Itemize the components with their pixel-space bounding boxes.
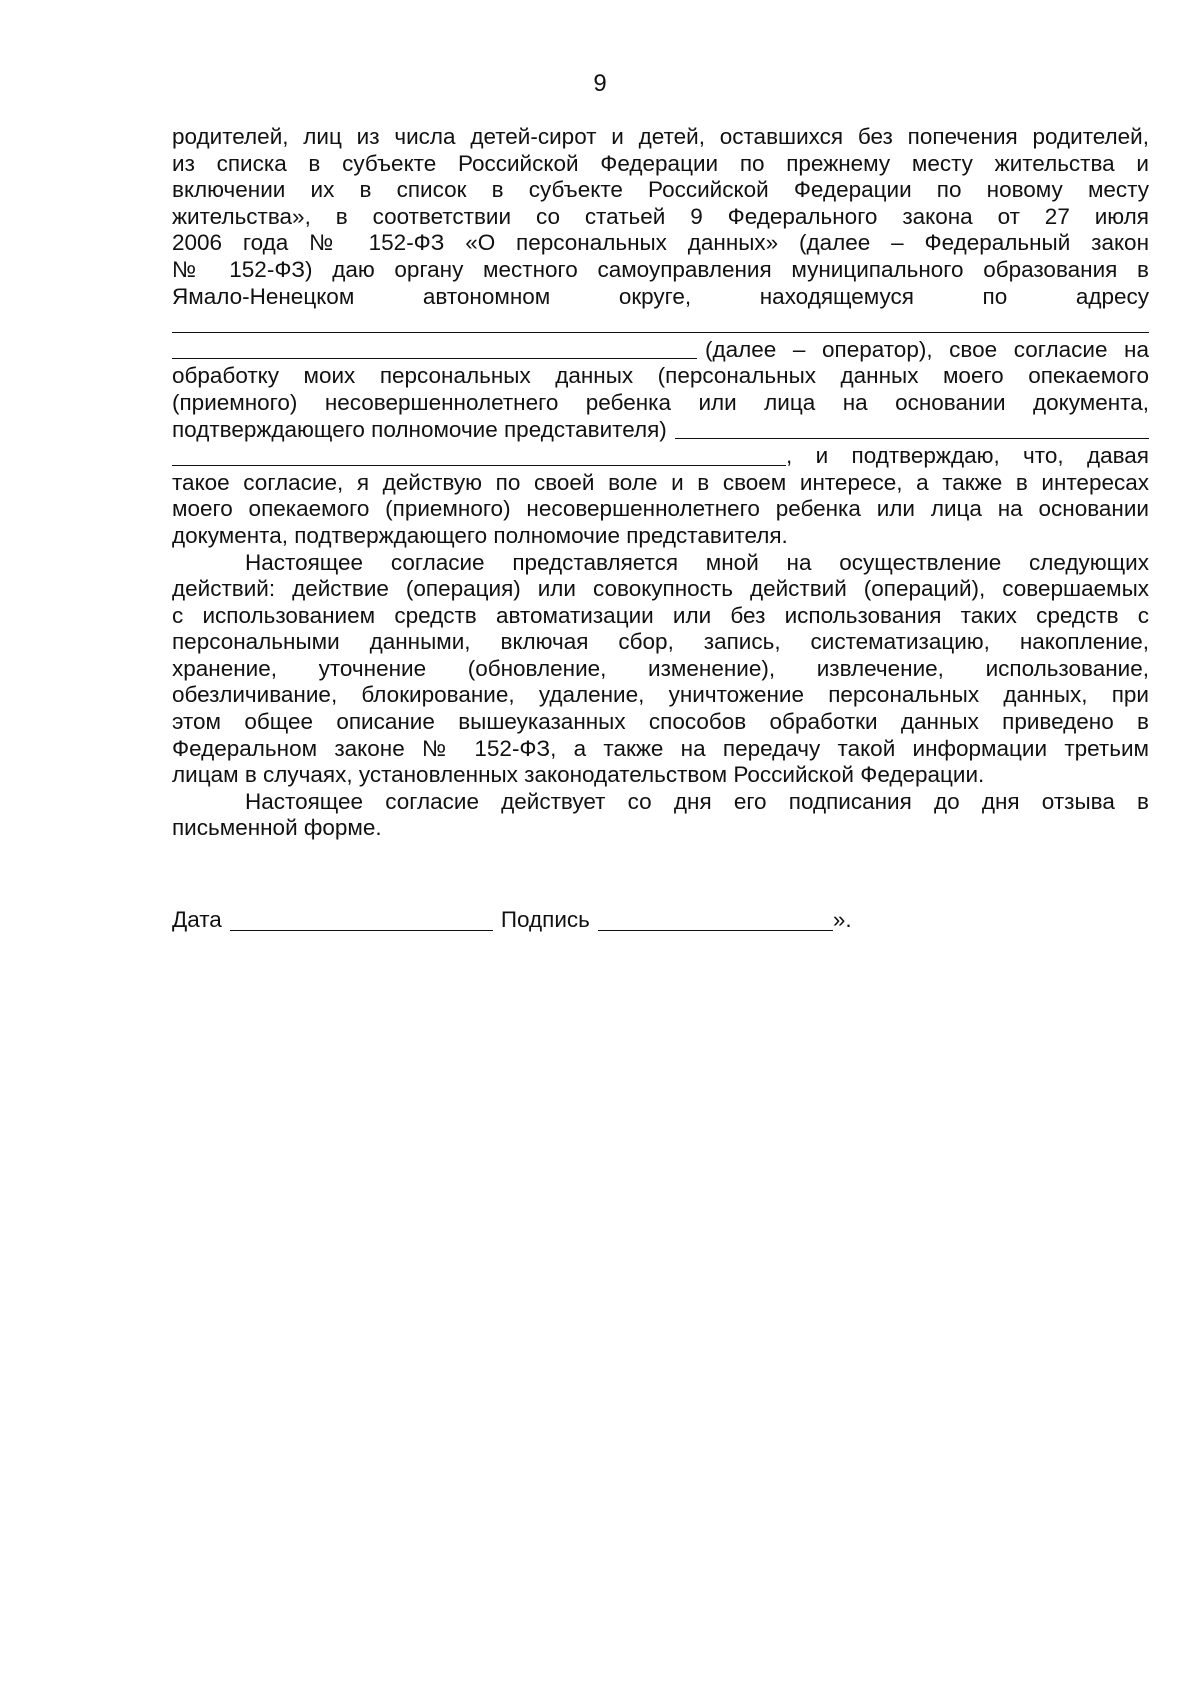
text-line: родителей, лиц из числа детей-сирот и детей, оставшихся без попечения родителей, xyxy=(172,124,1149,149)
text-line: документа, подтверждающего полномочие представителя. xyxy=(172,522,788,548)
text-line: моего опекаемого (приемного) несовершеннолетнего ребенка или лица на основании xyxy=(172,496,1149,522)
text-line: действий: действие (операция) или совокупность действий (операций), совершаемых xyxy=(172,576,1149,602)
text-line: персональными данными, включая сбор, запись, систематизацию, накопление, xyxy=(172,629,1149,655)
page-number: 9 xyxy=(593,70,607,97)
document-row xyxy=(172,417,1149,444)
paragraph-consent-intro xyxy=(172,124,1149,550)
paragraph-actions xyxy=(172,550,1149,577)
consent-text xyxy=(172,124,1149,842)
text-line: такое согласие, я действую по своей воле и в своем интересе, а также в интересах xyxy=(172,469,1149,495)
text-line: (приемного) несовершеннолетнего ребенка или лица на основании документа, xyxy=(172,389,1149,415)
text-line: включении их в список в субъекте Российской Федерации по новому месту xyxy=(172,177,1149,203)
address-blank-row xyxy=(172,310,1149,337)
document-continued-row xyxy=(172,443,1149,470)
address-blank[interactable] xyxy=(172,312,1149,333)
text-line: из списка в субъекте Российской Федерации по прежнему месту жительства и xyxy=(172,150,1149,176)
text-line: лицам в случаях, установленных законодательством Российской Федерации. xyxy=(172,762,985,788)
document-blank[interactable] xyxy=(675,418,1149,439)
text-line: № 152-ФЗ) даю органу местного самоуправления муниципального образования в xyxy=(172,256,1149,282)
operator-row xyxy=(172,337,1149,364)
paragraph-actions-continued xyxy=(172,576,1149,789)
text-line: с использованием средств автоматизации или без использования таких средств с xyxy=(172,602,1149,628)
signature-field[interactable] xyxy=(598,908,833,931)
paragraph-validity-continued xyxy=(172,815,1149,842)
text-line: обезличивание, блокирование, удаление, уничтожение персональных данных, при xyxy=(172,682,1149,708)
text-line: жительства», в соответствии со статьей 9 Федерального закона от 27 июля xyxy=(172,203,1149,229)
signature-row xyxy=(172,906,852,934)
signature-label: Подпись xyxy=(500,907,590,932)
text-line: Федеральном законе № 152-ФЗ, а также на передачу такой информации третьим xyxy=(172,735,1149,761)
text-line: Настоящее согласие действует со дня его подписания до дня отзыва в xyxy=(245,788,1149,814)
text-line: Ямало-Ненецком автономном округе, находящемуся по адресу xyxy=(172,283,1149,309)
text-line: 2006 года № 152-ФЗ «О персональных данных» (далее – Федеральный закон xyxy=(172,230,1149,256)
text-line: этом общее описание вышеуказанных способов обработки данных приведено в xyxy=(172,709,1149,735)
text-line: письменной форме. xyxy=(172,815,382,841)
operator-name-blank[interactable] xyxy=(172,338,697,359)
paragraph-validity xyxy=(172,789,1149,816)
document-blank-continued[interactable] xyxy=(172,445,786,466)
text-line: Настоящее согласие представляется мной на осуществление следующих xyxy=(245,549,1149,575)
text-line: , и подтверждаю, что, давая xyxy=(786,443,1149,469)
text-line: обработку моих персональных данных (персональных данных моего опекаемого xyxy=(172,363,1149,389)
date-field[interactable] xyxy=(230,908,493,931)
text-line: подтверждающего полномочие представителя) xyxy=(172,416,667,442)
date-label: Дата xyxy=(172,907,222,932)
text-line: хранение, уточнение (обновление, изменение), извлечение, использование, xyxy=(172,655,1149,681)
text-line: (далее – оператор), свое согласие на xyxy=(705,336,1149,362)
closing-quote: ». xyxy=(832,907,852,932)
